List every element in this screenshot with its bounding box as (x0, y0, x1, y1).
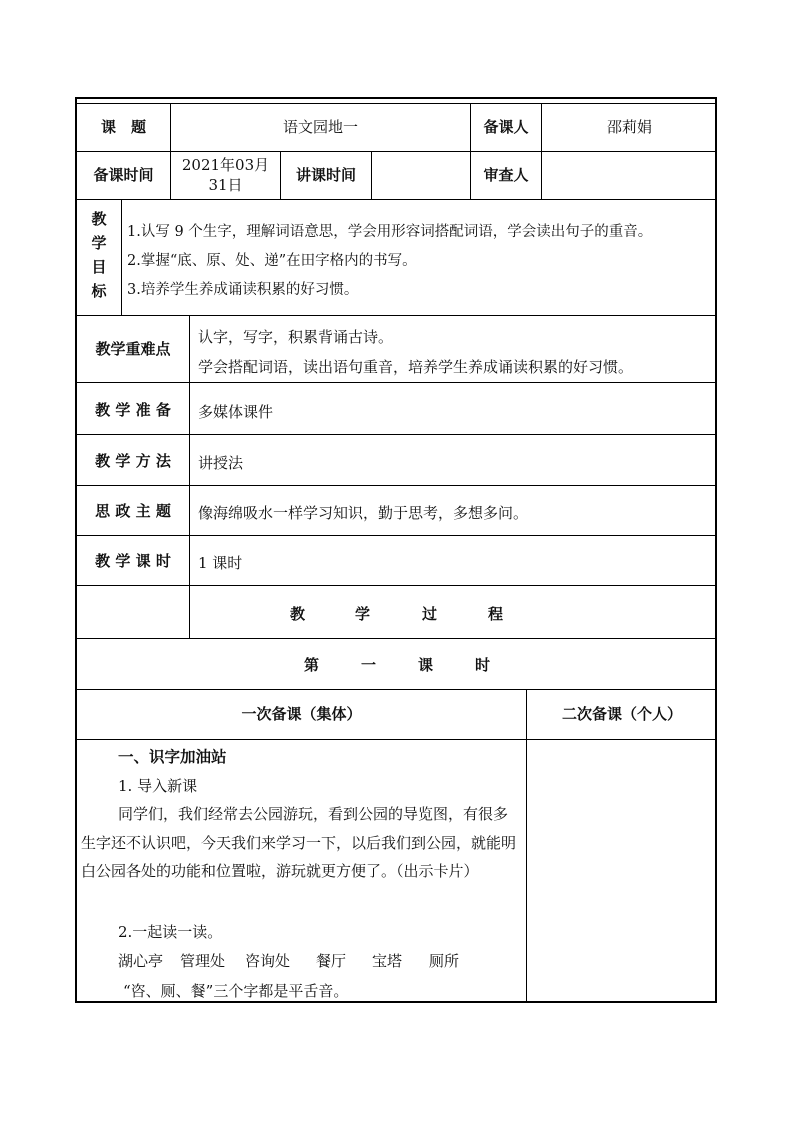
step-two: 2.一起读一读。 (118, 923, 223, 941)
row-divider (77, 434, 715, 435)
preparer-value: 邵莉娟 (606, 118, 652, 136)
row-divider (77, 103, 715, 104)
objectives-label-char: 学 (91, 234, 107, 252)
method-label: 教 学 方 法 (95, 452, 171, 470)
col-divider (121, 199, 122, 315)
lesson-plan-table (75, 97, 717, 1003)
lesson-title-char: 课 (418, 656, 434, 674)
word-item: 咨询处 (245, 952, 291, 970)
process-title-char: 程 (488, 605, 504, 623)
row-divider (77, 535, 715, 536)
row-divider (77, 199, 715, 200)
preparer-label: 备课人 (483, 118, 529, 136)
preparation-label: 教 学 准 备 (95, 401, 171, 419)
col-divider (189, 315, 190, 638)
method-value: 讲授法 (198, 454, 244, 472)
prep-time-label: 备课时间 (93, 166, 154, 184)
row-divider (77, 689, 715, 690)
topic-value: 语文园地一 (282, 118, 358, 136)
key-points-label: 教学重难点 (95, 340, 171, 358)
process-title-char: 教 (290, 605, 306, 623)
row-divider (77, 382, 715, 383)
word-item: 宝塔 (372, 952, 403, 970)
hours-label: 教 学 课 时 (95, 552, 171, 570)
lecture-time-label: 讲课时间 (295, 166, 356, 184)
word-item: 湖心亭 (118, 952, 164, 970)
word-item: 管理处 (180, 952, 226, 970)
intro-paragraph: 同学们，我们经常去公园游玩，看到公园的导览图，有很多生字还不认识吧，今天我们来学习一下，以后我们到公园，就能明白公园各处的功能和位置啦，游玩就更方便了。（出示卡片） (81, 805, 517, 880)
process-title-char: 过 (422, 605, 438, 623)
objective-item: 2.掌握“底、原、处、递”在田字格内的书写。 (127, 253, 417, 269)
prep-time-line2: 31日 (208, 176, 243, 194)
ideology-label: 思 政 主 题 (95, 502, 171, 520)
col-divider (526, 689, 527, 1003)
ideology-value: 像海绵吸水一样学习知识，勤于思考，多想多问。 (198, 504, 529, 522)
word-item: 餐厅 (316, 952, 347, 970)
hours-value: 1 课时 (198, 554, 243, 572)
objectives-label-char: 教 (91, 210, 107, 228)
step-one: 1. 导入新课 (118, 777, 198, 795)
collective-column-header: 一次备课（集体） (241, 705, 362, 723)
lesson-title-char: 一 (361, 656, 377, 674)
row-divider (77, 585, 715, 586)
row-divider (77, 485, 715, 486)
key-points-line: 认字，写字，积累背诵古诗。 (198, 328, 394, 346)
col-divider (371, 151, 372, 199)
objectives-label-char: 标 (91, 282, 107, 300)
row-divider (77, 638, 715, 639)
individual-column-header: 二次备课（个人） (561, 705, 682, 723)
section-heading: 一、识字加油站 (118, 748, 227, 766)
prep-time-line1: 2021年03月 (181, 156, 270, 174)
reviewer-label: 审查人 (483, 166, 529, 184)
objectives-label-char: 目 (91, 258, 107, 276)
preparation-value: 多媒体课件 (198, 403, 274, 421)
row-divider (77, 739, 715, 740)
word-item: 厕所 (429, 952, 460, 970)
pronunciation-note: “咨、厕、餐”三个字都是平舌音。 (123, 982, 349, 1000)
key-points-line: 学会搭配词语，读出语句重音，培养学生养成诵读积累的好习惯。 (198, 358, 634, 376)
row-divider (77, 151, 715, 152)
lesson-title-char: 时 (475, 656, 491, 674)
objective-item: 3.培养学生养成诵读积累的好习惯。 (127, 282, 359, 298)
topic-label: 课 题 (100, 118, 146, 136)
process-title-char: 学 (355, 605, 371, 623)
row-divider (77, 315, 715, 316)
lesson-title-char: 第 (304, 656, 320, 674)
objective-item: 1.认写 9 个生字，理解词语意思，学会用形容词搭配词语，学会读出句子的重音。 (127, 224, 653, 240)
